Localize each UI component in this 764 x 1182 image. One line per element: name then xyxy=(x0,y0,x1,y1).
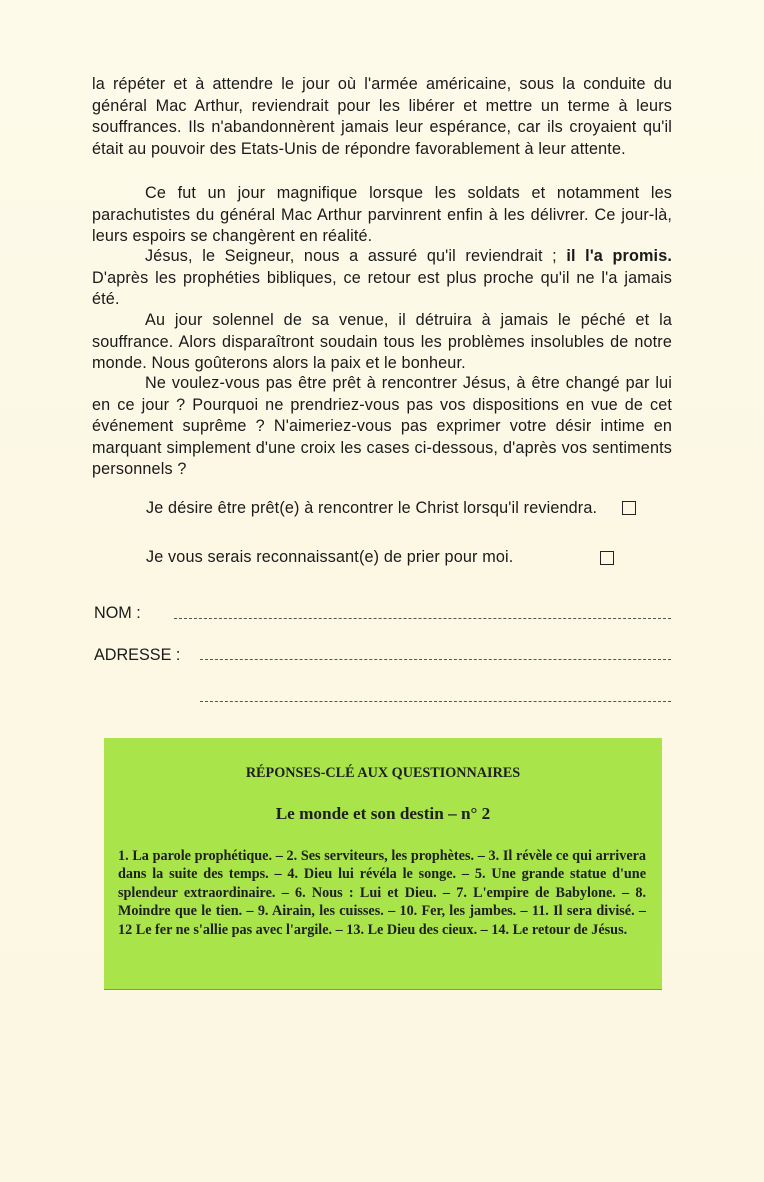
answer-item: – 7. L'empire de Babylone. xyxy=(437,885,616,901)
paragraph-3 xyxy=(92,246,672,311)
answer-item: – 13. Le Dieu des cieux. xyxy=(332,922,477,938)
answer-key-subtitle: Le monde et son destin – n° 2 xyxy=(275,804,491,823)
address-label: ADRESSE : xyxy=(94,646,181,664)
paragraph-4 xyxy=(92,310,672,375)
checkbox-option-ready xyxy=(146,498,672,520)
answer-item: – 9. Airain, les cuisses. xyxy=(242,903,384,919)
answer-item: – 2. Ses serviteurs, les prophètes. xyxy=(272,848,474,864)
answer-key-list xyxy=(118,847,646,939)
answer-item: – 3. Il révèle ce qui arrivera dans la suite des temps. xyxy=(118,848,646,882)
answer-item: – 5. Une grande statue d'une splendeur extraordinaire. xyxy=(118,866,646,900)
checkbox-ready[interactable] xyxy=(622,501,636,515)
checkbox-option-pray xyxy=(146,547,672,569)
emphasis-text: il l'a promis. xyxy=(566,247,673,265)
name-input-line[interactable] xyxy=(174,618,671,619)
paragraph-text: Au jour solennel de sa venue, il détruira à jamais le péché et la souffrance. Alors disparaîtront soudain tous les problèmes insolubles de notre monde. Nous goûterons alors la paix et le bonheur. xyxy=(92,311,672,373)
paragraph-text-end: D'après les prophéties bibliques, ce retour est plus proche qu'il ne l'a jamais été. xyxy=(92,268,672,309)
paragraph-text: Ne voulez-vous pas être prêt à rencontrer Jésus, à être changé par lui en ce jour ? Pourquoi ne prendriez-vous pas vos dispositions en vue de cet événement suprême ? N'aimeriez-vous pas exprimer votre désir intime en marquant simplement d'une croix les cases ci-dessous, d'après vos sentiments personnels ? xyxy=(92,374,672,479)
paragraph-text-start: Jésus, le Seigneur, nous a assuré qu'il reviendrait ; xyxy=(145,247,567,265)
name-label: NOM : xyxy=(94,604,141,622)
paragraph-text: la répéter et à attendre le jour où l'armée américaine, sous la conduite du général Mac Arthur, reviendrait pour les libérer et mettre un terme à leurs souffrances. Ils n'abandonnèrent jamais leur espérance, car ils croyaient qu'il était au pouvoir des Etats-Unis de répondre favorablement à leur attente. xyxy=(92,75,672,158)
paragraph-text xyxy=(92,246,672,311)
answer-item: – 11. Il sera divisé. xyxy=(516,903,634,919)
answer-item: – 14. Le retour de Jésus. xyxy=(477,922,627,938)
checkbox-pray[interactable] xyxy=(600,551,614,565)
paragraph-text: Ce fut un jour magnifique lorsque les soldats et notamment les parachutistes du général Mac Arthur parvinrent enfin à les délivrer. Ce jour-là, leurs espoirs se changèrent en réalité. xyxy=(92,184,672,246)
checkbox-label: Je vous serais reconnaissant(e) de prier pour moi. xyxy=(146,548,514,566)
answer-item: – 6. Nous : Lui et Dieu. xyxy=(275,885,436,901)
answer-item: 1. La parole prophétique. xyxy=(118,848,273,864)
answer-key-title: RÉPONSES-CLÉ AUX QUESTIONNAIRES xyxy=(245,765,521,781)
paragraph-1 xyxy=(92,74,672,160)
answer-item: – 4. Dieu lui révéla le songe. xyxy=(269,866,456,882)
address-input-line-1[interactable] xyxy=(200,659,671,660)
address-input-line-2[interactable] xyxy=(200,701,671,702)
paragraph-5 xyxy=(92,373,672,481)
answer-item: – 12 Le fer ne s'allie pas avec l'argile. xyxy=(118,903,646,937)
answer-key-box xyxy=(104,738,662,989)
answer-item: – 10. Fer, les jambes. xyxy=(384,903,516,919)
answer-item: – 8. Moindre que le tien. xyxy=(118,885,646,919)
paragraph-2 xyxy=(92,183,672,248)
checkbox-label: Je désire être prêt(e) à rencontrer le Christ lorsqu'il reviendra. xyxy=(146,499,598,517)
